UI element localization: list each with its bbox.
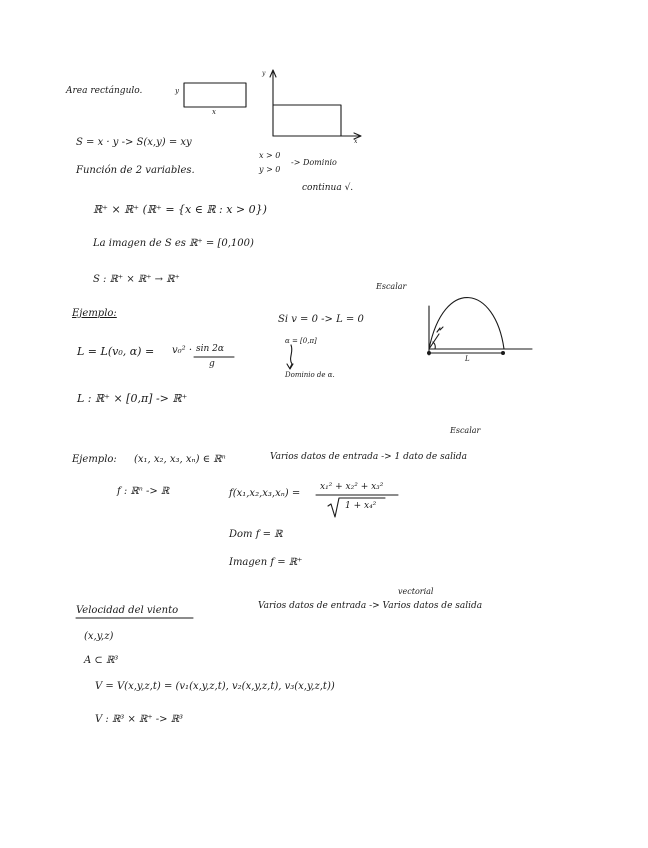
tuple-rn: (x₁, x₂, x₃, xₙ) ∈ ℝⁿ <box>134 454 226 465</box>
f-denominator: 1 + x₄² <box>345 501 377 511</box>
continua-note: continua √. <box>302 183 354 193</box>
rectangle-axes-sketch <box>270 70 361 139</box>
dom-f: Dom f = ℝ <box>229 529 283 540</box>
funcion-2-variables: Función de 2 variables. <box>76 165 195 176</box>
graph-L-label: L <box>465 355 470 363</box>
rplus-set: ℝ⁺ × ℝ⁺ (ℝ⁺ = {x ∈ ℝ : x > 0}) <box>93 203 267 216</box>
si-v-cero: Si v = 0 -> L = 0 <box>278 314 364 325</box>
A-subset: A ⊂ ℝ³ <box>84 655 119 666</box>
V-mapping: V : ℝ³ × ℝ⁺ -> ℝ³ <box>95 714 184 725</box>
vectorial-label: vectorial <box>398 587 434 596</box>
s-definition: S = x · y -> S(x,y) = xy <box>76 137 192 148</box>
domain-y: y > 0 <box>259 165 281 174</box>
f-numerator: x₁² + x₂² + x₃² <box>320 482 384 492</box>
xyz-triple: (x,y,z) <box>84 631 114 642</box>
domain-arrow: -> Dominio <box>291 158 337 167</box>
f-mapping: f : ℝⁿ -> ℝ <box>117 486 170 497</box>
curl-arrow <box>290 345 292 368</box>
L-denominator: g <box>209 359 215 369</box>
area-title: Area rectángulo. <box>66 86 143 96</box>
axis-x-label: x <box>354 138 358 145</box>
L-definition-mid: v₀² · <box>172 345 193 356</box>
imagen-s: La imagen de S es ℝ⁺ = [0,100) <box>93 238 254 249</box>
alpha-range: α = [0,π] <box>285 337 317 345</box>
f-definition-left: f(x₁,x₂,x₃,xₙ) = <box>229 488 301 499</box>
L-numerator: sin 2α <box>196 344 224 354</box>
ejemplo-1: Ejemplo: <box>72 308 117 319</box>
domain-x: x > 0 <box>259 151 281 160</box>
escalar-label-1: Escalar <box>376 282 407 291</box>
L-mapping: L : ℝ⁺ × [0,π] -> ℝ⁺ <box>77 392 188 405</box>
V-definition: V = V(x,y,z,t) = (v₁(x,y,z,t), v₂(x,y,z,t), v₃(x,y,z,t)) <box>95 681 335 692</box>
varios-varios: Varios datos de entrada -> Varios datos de salida <box>258 601 483 611</box>
dominio-alpha: Dominio de α. <box>285 371 335 379</box>
s-mapping: S : ℝ⁺ × ℝ⁺ → ℝ⁺ <box>93 274 180 285</box>
ejemplo-2: Ejemplo: <box>72 454 117 465</box>
projectile-graph <box>427 298 532 355</box>
velocidad-heading: Velocidad del viento <box>76 605 179 616</box>
rectangle-sketch <box>184 83 246 107</box>
rect-x-label: x <box>212 108 216 116</box>
L-definition-left: L = L(v₀, α) = <box>77 345 155 358</box>
rect-y-label: y <box>175 87 179 95</box>
imagen-f: Imagen f = ℝ⁺ <box>229 557 303 568</box>
axis-y-label: y <box>262 70 266 77</box>
varios-uno: Varios datos de entrada -> 1 dato de salida <box>270 452 467 462</box>
escalar-label-2: Escalar <box>450 426 481 435</box>
